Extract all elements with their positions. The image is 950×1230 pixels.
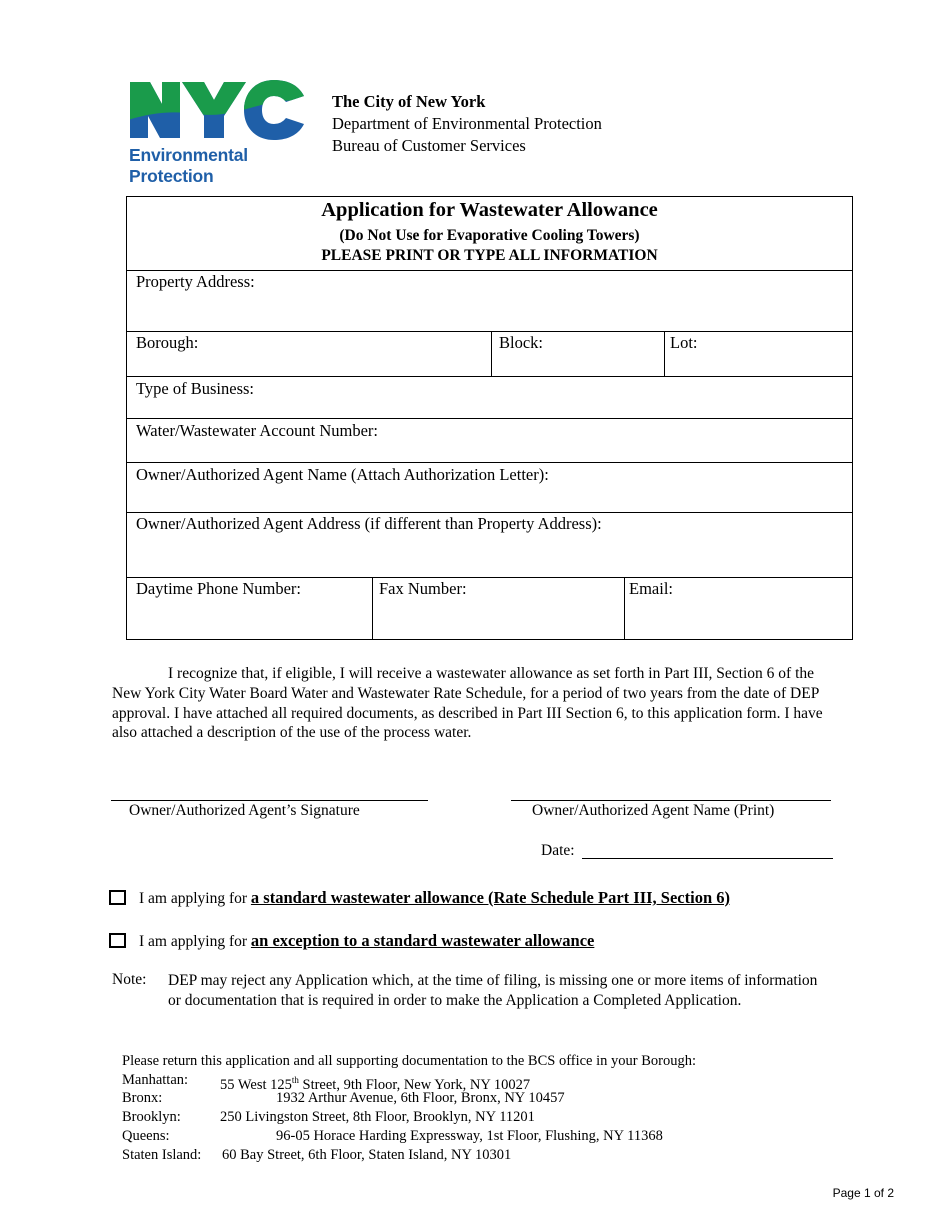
agent-address-label[interactable]: Owner/Authorized Agent Address (if different than Property Address): <box>136 514 602 533</box>
office-address: 250 Livingston Street, 8th Floor, Brooklyn, NY 11201 <box>220 1109 535 1125</box>
return-intro: Please return this application and all supporting documentation to the BCS office in your Borough: <box>122 1053 696 1069</box>
office-address: 55 West 125th Street, 9th Floor, New York, NY 10027 <box>220 1075 531 1093</box>
exception-allowance-checkbox[interactable] <box>109 933 126 948</box>
application-form <box>126 196 853 640</box>
block-label[interactable]: Block: <box>499 333 543 352</box>
office-address: 60 Bay Street, 6th Floor, Staten Island, NY 10301 <box>222 1147 512 1163</box>
divider <box>127 512 852 513</box>
option-emphasis: an exception to a standard wastewater allowance <box>250 931 595 950</box>
divider <box>127 270 852 271</box>
option-emphasis: a standard wastewater allowance (Rate Schedule Part III, Section 6) <box>250 888 730 907</box>
property-address-label[interactable]: Property Address: <box>136 272 255 291</box>
option-prefix: I am applying for <box>139 933 251 950</box>
email-label[interactable]: Email: <box>629 579 673 598</box>
office-borough: Bronx: <box>122 1090 163 1106</box>
form-title: Application for Wastewater Allowance <box>321 199 658 221</box>
standard-allowance-checkbox[interactable] <box>109 890 126 905</box>
divider <box>491 331 492 376</box>
note-label: Note: <box>112 971 147 988</box>
office-borough: Brooklyn: <box>122 1109 181 1125</box>
header-city: The City of New York <box>332 92 486 111</box>
divider <box>372 577 373 640</box>
divider <box>127 418 852 419</box>
note-text: DEP may reject any Application which, at the time of filing, is missing one or more items of information or documentation that is required in order to make the Application a Completed Application. <box>168 972 818 1009</box>
fax-label[interactable]: Fax Number: <box>379 579 467 598</box>
divider <box>127 376 852 377</box>
exception-allowance-option[interactable] <box>139 931 594 951</box>
standard-allowance-option[interactable] <box>139 888 730 908</box>
option-prefix: I am applying for <box>139 890 251 907</box>
printed-name-line[interactable] <box>511 800 831 801</box>
form-instruction: PLEASE PRINT OR TYPE ALL INFORMATION <box>321 247 658 264</box>
certification-statement: I recognize that, if eligible, I will receive a wastewater allowance as set forth in Part III, Section 6 of the New York City Water Board Water and Wastewater Rate Schedule, for a period of two years from the date of DEP approval. I have attached all required documents, as described in Part III Section 6, to this application form. I have also attached a description of the use of the process water. <box>112 665 823 742</box>
header-department: Department of Environmental Protection <box>332 114 602 133</box>
divider <box>624 577 625 640</box>
lot-label[interactable]: Lot: <box>670 333 698 352</box>
divider <box>127 331 852 332</box>
account-number-label[interactable]: Water/Wastewater Account Number: <box>136 421 378 440</box>
business-type-label[interactable]: Type of Business: <box>136 379 255 398</box>
signature-label: Owner/Authorized Agent’s Signature <box>129 802 360 819</box>
borough-label[interactable]: Borough: <box>136 333 199 352</box>
divider <box>664 331 665 376</box>
office-borough: Staten Island: <box>122 1147 202 1163</box>
divider <box>127 462 852 463</box>
date-label: Date: <box>541 842 575 859</box>
office-address: 1932 Arthur Avenue, 6th Floor, Bronx, NY 10457 <box>276 1090 565 1106</box>
logo-text-protection: Protection <box>129 166 214 186</box>
agent-name-label[interactable]: Owner/Authorized Agent Name (Attach Authorization Letter): <box>136 465 549 484</box>
office-borough: Manhattan: <box>122 1072 189 1088</box>
nyc-dep-logo <box>128 80 308 190</box>
nyc-logo-mark <box>128 80 306 142</box>
page-number: Page 1 of 2 <box>832 1186 894 1200</box>
logo-text-environmental: Environmental <box>129 145 248 165</box>
phone-label[interactable]: Daytime Phone Number: <box>136 579 301 598</box>
form-subtitle: (Do Not Use for Evaporative Cooling Towers) <box>339 227 640 244</box>
office-address: 96-05 Horace Harding Expressway, 1st Floor, Flushing, NY 11368 <box>276 1128 663 1144</box>
date-line[interactable] <box>582 858 833 859</box>
header-bureau: Bureau of Customer Services <box>332 136 526 155</box>
office-borough: Queens: <box>122 1128 170 1144</box>
signature-line[interactable] <box>111 800 428 801</box>
printed-name-label: Owner/Authorized Agent Name (Print) <box>532 802 775 819</box>
divider <box>127 577 852 578</box>
